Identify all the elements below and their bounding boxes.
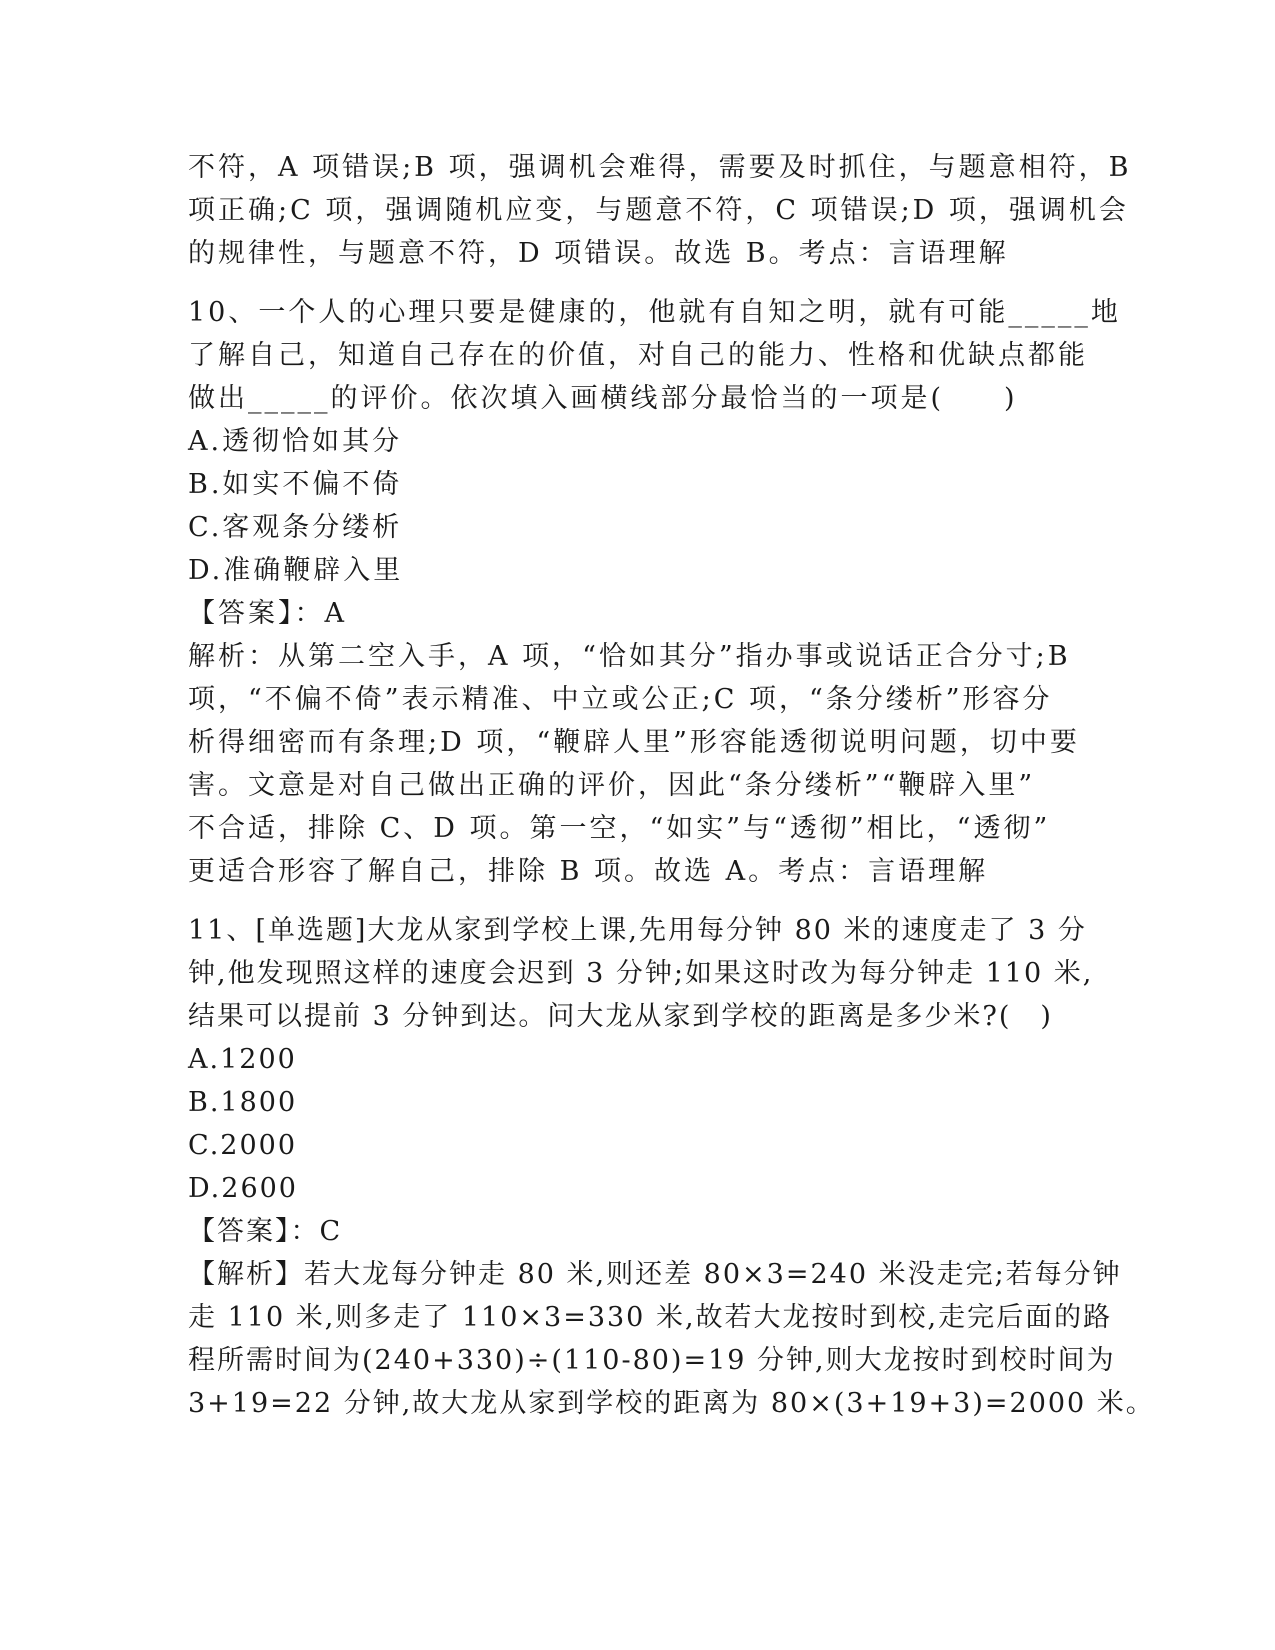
text-line: 不符，A 项错误;B 项，强调机会难得，需要及时抓住，与题意相符，B xyxy=(188,152,1132,183)
option-d: D.2600 xyxy=(188,1173,298,1204)
analysis-line: 程所需时间为(240+330)÷(110-80)=19 分钟,则大龙按时到校时间为 xyxy=(188,1345,1116,1376)
analysis-line: 项，“不偏不倚”表示精准、中立或公正;C 项，“条分缕析”形容分 xyxy=(188,684,1053,715)
analysis-line: 更适合形容了解自己，排除 B 项。故选 A。考点：言语理解 xyxy=(188,856,989,887)
previous-explanation xyxy=(188,146,1132,275)
analysis-line: 不合适，排除 C、D 项。第一空，“如实”与“透彻”相比，“透彻” xyxy=(188,813,1051,844)
option-a: A.1200 xyxy=(188,1044,297,1075)
question-stem-line: 了解自己，知道自己存在的价值，对自己的能力、性格和优缺点都能 xyxy=(188,340,1088,371)
option-d: D.准确鞭辟入里 xyxy=(188,555,404,586)
option-c: C.客观条分缕析 xyxy=(188,512,403,543)
analysis-line: 害。文意是对自己做出正确的评价，因此“条分缕析”“鞭辟入里” xyxy=(188,770,1036,801)
question-stem-line: 做出_____的评价。依次填入画横线部分最恰当的一项是( ) xyxy=(188,383,1018,414)
analysis-line: 3+19=22 分钟,故大龙从家到学校的距离为 80×(3+19+3)=2000 米。 xyxy=(188,1388,1155,1419)
question-10 xyxy=(188,291,1121,893)
question-stem-line: 11、[单选题]大龙从家到学校上课,先用每分钟 80 米的速度走了 3 分 xyxy=(188,915,1087,946)
answer-line: 【答案】：A xyxy=(188,598,347,629)
question-11 xyxy=(188,909,1155,1425)
question-stem-line: 钟,他发现照这样的速度会迟到 3 分钟;如果这时改为每分钟走 110 米, xyxy=(188,958,1094,989)
option-b: B.如实不偏不倚 xyxy=(188,469,403,500)
answer-line: 【答案】：C xyxy=(188,1216,343,1247)
question-stem-line: 结果可以提前 3 分钟到达。问大龙从家到学校的距离是多少米?( ) xyxy=(188,1001,1053,1032)
analysis-line: 解析：从第二空入手，A 项，“恰如其分”指办事或说话正合分寸;B xyxy=(188,641,1071,672)
analysis-line: 析得细密而有条理;D 项，“鞭辟人里”形容能透彻说明问题，切中要 xyxy=(188,727,1080,758)
document-page xyxy=(188,146,1155,1425)
text-line: 项正确;C 项，强调随机应变，与题意不符，C 项错误;D 项，强调机会 xyxy=(188,195,1129,226)
option-c: C.2000 xyxy=(188,1130,297,1161)
question-stem-line: 10、一个人的心理只要是健康的，他就有自知之明，就有可能_____地 xyxy=(188,297,1121,328)
analysis-line: 【解析】若大龙每分钟走 80 米,则还差 80×3=240 米没走完;若每分钟 xyxy=(188,1259,1122,1290)
text-line: 的规律性，与题意不符，D 项错误。故选 B。考点：言语理解 xyxy=(188,238,1009,269)
option-b: B.1800 xyxy=(188,1087,298,1118)
option-a: A.透彻恰如其分 xyxy=(188,426,403,457)
analysis-line: 走 110 米,则多走了 110×3=330 米,故若大龙按时到校,走完后面的路 xyxy=(188,1302,1113,1333)
